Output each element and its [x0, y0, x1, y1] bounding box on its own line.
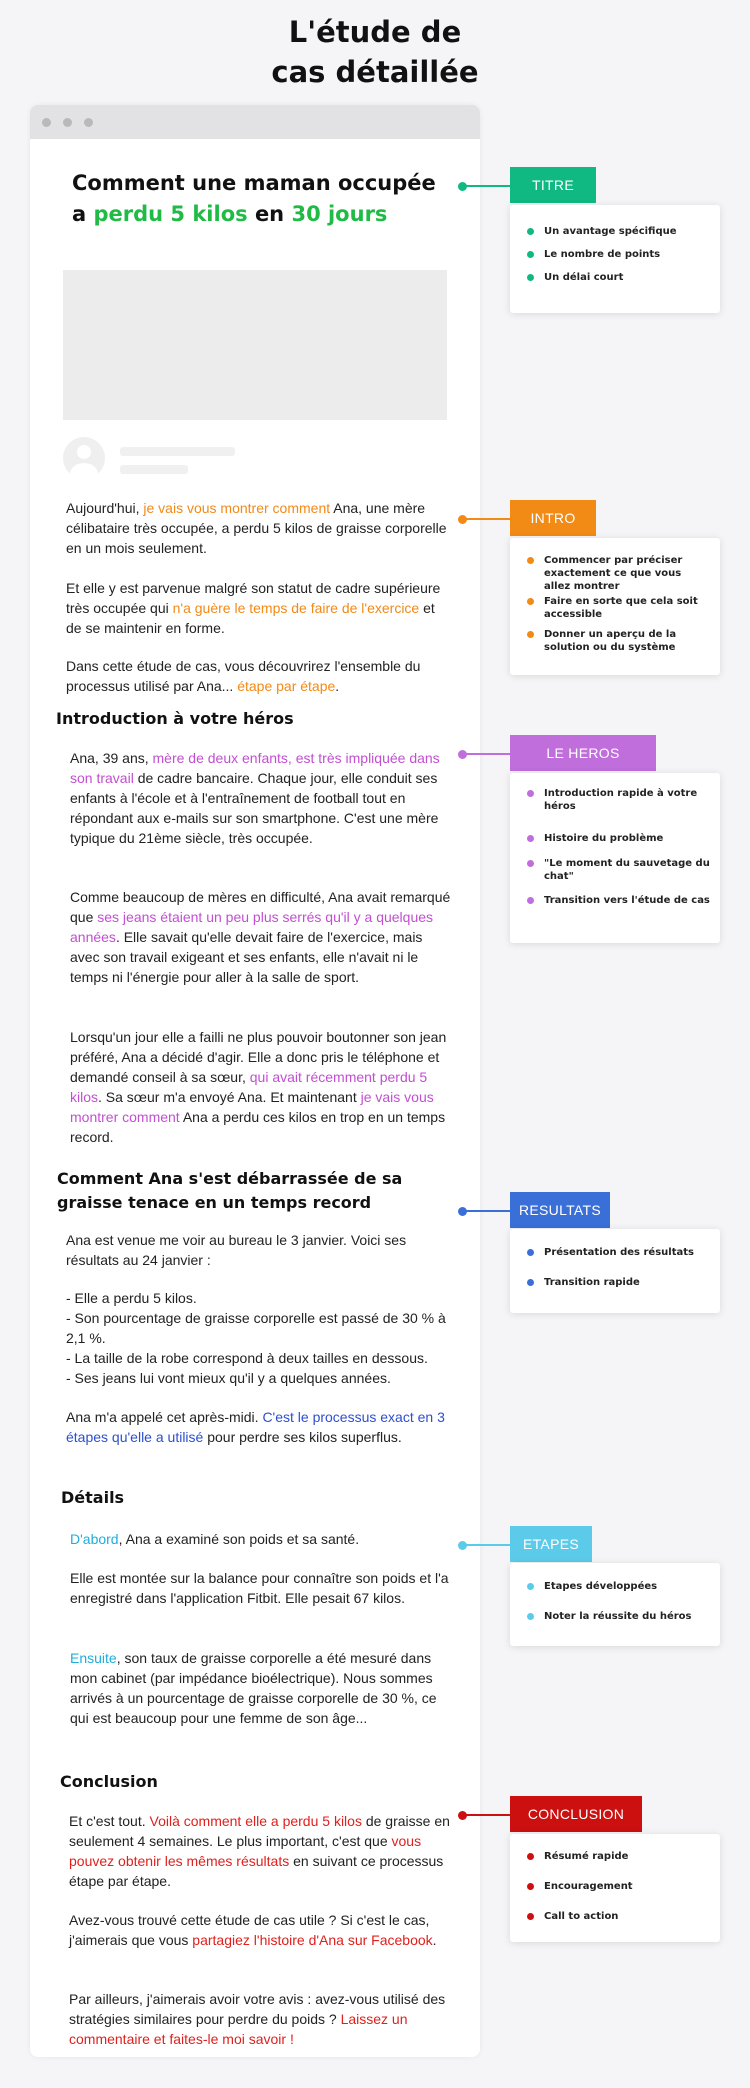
text: . Elle savait qu'elle devait faire de l'exercice, mais avec son travail exigeant et ses enfants, elle n'avait ni le temps ni l'énergie pour aller à la salle de sport.	[70, 929, 423, 985]
annotation-tag: LE HEROS	[510, 735, 656, 771]
annotation-item-text: Donner un aperçu de la solution ou du système	[544, 629, 677, 653]
list-item: - Ses jeans lui vont mieux qu'il y a quelques années.	[66, 1370, 391, 1386]
results-paragraph	[66, 1407, 456, 1447]
connector-dot-icon	[458, 1207, 467, 1216]
conclusion-paragraph	[69, 1811, 454, 1891]
text: . Sa sœur m'a envoyé Ana. Et maintenant	[98, 1089, 361, 1105]
annotation-card	[510, 538, 720, 675]
annotation-connector	[462, 1814, 510, 1816]
list-item: - Son pourcentage de graisse corporelle est passé de 30 % à 2,1 %.	[66, 1310, 446, 1346]
annotation-card	[510, 205, 720, 313]
bullet-icon	[527, 1853, 534, 1860]
annotation-item-text: Noter la réussite du héros	[544, 1611, 692, 1622]
text: Aujourd'hui,	[66, 500, 144, 516]
highlight-text: vous pouvez obtenir les mêmes résultats	[69, 1833, 422, 1869]
annotation-item-text: Résumé rapide	[544, 1851, 629, 1862]
intro-paragraph	[66, 656, 451, 696]
annotation-item-text: Un délai court	[544, 272, 624, 283]
annotation-item	[524, 1610, 710, 1623]
results-paragraph: Ana est venue me voir au bureau le 3 janvier. Voici ses résultats au 24 janvier :	[66, 1232, 407, 1268]
author-meta-placeholder	[120, 465, 188, 474]
annotation-item-text: "Le moment du sauvetage du chat"	[544, 858, 710, 882]
highlight-text: Laissez un commentaire et faites-le moi savoir !	[69, 2011, 408, 2047]
text: Et c'est tout.	[69, 1813, 150, 1829]
annotation-card	[510, 1834, 720, 1942]
text: Avez-vous trouvé cette étude de cas utile ? Si c'est le cas, j'aimerais que vous	[69, 1912, 430, 1948]
text: , Ana a examiné son poids et sa santé.	[118, 1531, 360, 1547]
annotation-item	[524, 1246, 710, 1259]
text: Comme beaucoup de mères en difficulté, Ana avait remarqué que	[70, 889, 451, 925]
bullet-icon	[527, 1249, 534, 1256]
annotation-item	[524, 248, 710, 261]
text: .	[335, 678, 340, 694]
bullet-icon	[527, 1883, 534, 1890]
details-paragraph	[70, 1529, 455, 1549]
highlight-text: C'est le processus exact en 3 étapes qu'elle a utilisé	[66, 1409, 445, 1445]
annotation-item-text: Le nombre de points	[544, 249, 661, 260]
bullet-icon	[527, 790, 534, 797]
annotation-item	[524, 271, 710, 284]
highlight-text: je vais vous montrer comment	[143, 500, 331, 516]
text: , son taux de graisse corporelle a été mesuré dans mon cabinet (par impédance bioélectrique). Nous sommes arrivés à un pourcentage de graisse corporelle de 30 %, ce qui est beaucoup pour une femme de son âge...	[70, 1650, 437, 1726]
annotation-card	[510, 1229, 720, 1313]
conclusion-heading: Conclusion	[60, 1772, 158, 1791]
annotation-card	[510, 1563, 720, 1646]
annotation-item	[524, 1276, 710, 1289]
text: Par ailleurs, j'aimerais avoir votre avis : avez-vous utilisé des stratégies similaires pour perdre du poids ?	[69, 1991, 446, 2027]
browser-bar	[30, 105, 480, 139]
annotation-tag: TITRE	[510, 167, 596, 203]
headline-highlight: 30 jours	[291, 202, 388, 226]
annotation-item-text: Transition vers l'étude de cas	[544, 895, 710, 906]
annotation-tag: ETAPES	[510, 1526, 592, 1562]
bullet-icon	[527, 251, 534, 258]
connector-dot-icon	[458, 182, 467, 191]
hero-heading: Introduction à votre héros	[56, 709, 294, 728]
annotation-item-text: Un avantage spécifique	[544, 226, 677, 237]
annotation-connector	[462, 518, 510, 520]
highlight-text: mère de deux enfants, est très impliquée dans son travail	[70, 750, 440, 786]
annotation-item	[524, 225, 710, 238]
bullet-icon	[527, 228, 534, 235]
annotation-item-text: Call to action	[544, 1911, 619, 1922]
annotation-item	[524, 894, 710, 907]
bullet-icon	[527, 835, 534, 842]
conclusion-paragraph	[69, 1910, 454, 1950]
annotation-tag: CONCLUSION	[510, 1796, 642, 1832]
annotation-item-text: Commencer par préciser exactement ce que vous allez montrer	[544, 555, 683, 592]
avatar-icon	[63, 437, 105, 479]
annotation-connector	[462, 753, 510, 755]
bullet-icon	[527, 1913, 534, 1920]
details-paragraph: Elle est montée sur la balance pour connaître son poids et l'a enregistré dans l'application Fitbit. Elle pesait 67 kilos.	[70, 1570, 449, 1606]
annotation-item-text: Histoire du problème	[544, 833, 664, 844]
annotation-connector	[462, 1544, 510, 1546]
hero-paragraph	[70, 887, 455, 987]
results-list	[66, 1288, 456, 1388]
annotation-item-text: Etapes développées	[544, 1581, 658, 1592]
hero-paragraph	[70, 1027, 455, 1147]
text: Dans cette étude de cas, vous découvrirez l'ensemble du processus utilisé par Ana...	[66, 658, 421, 694]
text: et de se maintenir en forme.	[66, 600, 435, 636]
text: Et elle y est parvenue malgré son statut de cadre supérieure très occupée qui	[66, 580, 441, 616]
annotation-tag: INTRO	[510, 500, 596, 536]
details-paragraph	[70, 1648, 455, 1728]
author-name-placeholder	[120, 447, 235, 456]
text: de cadre bancaire. Chaque jour, elle conduit ses enfants à l'école et à l'entraînement de football tout en répondant aux e-mails sur son smartphone. C'est une mère typique du 21ème siècle, très occupée.	[70, 770, 439, 846]
headline-part2: en	[254, 202, 285, 226]
highlight-text: ses jeans étaient un peu plus serrés qu'il y a quelques années	[70, 909, 434, 945]
bullet-icon	[527, 557, 534, 564]
bullet-icon	[527, 860, 534, 867]
annotation-card	[510, 773, 720, 943]
annotation-item	[524, 1850, 710, 1863]
connector-dot-icon	[458, 515, 467, 524]
image-placeholder	[63, 270, 447, 420]
annotation-item-text: Introduction rapide à votre héros	[544, 788, 698, 812]
highlight-text: partagiez l'histoire d'Ana sur Facebook	[192, 1932, 433, 1948]
annotation-tag: RESULTATS	[510, 1192, 610, 1228]
window-dot-icon	[42, 118, 51, 127]
highlight-text: Voilà comment elle a perdu 5 kilos	[149, 1813, 362, 1829]
text: Lorsqu'un jour elle a failli ne plus pouvoir boutonner son jean préféré, Ana a décidé d'agir. Elle a donc pris le téléphone et demandé conseil à sa sœur,	[70, 1029, 447, 1085]
results-heading-line: Comment Ana s'est débarrassée de sa	[57, 1169, 403, 1188]
annotation-item	[524, 1880, 710, 1893]
list-item: - Elle a perdu 5 kilos.	[66, 1290, 197, 1306]
bullet-icon	[527, 897, 534, 904]
annotation-connector	[462, 185, 510, 187]
annotation-item-text: Transition rapide	[544, 1277, 640, 1288]
annotation-item	[524, 1910, 710, 1923]
text: en suivant ce processus étape par étape.	[69, 1853, 444, 1889]
annotation-item	[524, 787, 710, 813]
annotation-connector	[462, 1210, 510, 1212]
results-heading-line: graisse tenace en un temps record	[57, 1193, 372, 1212]
text: pour perdre ses kilos superflus.	[203, 1429, 402, 1445]
list-item: - La taille de la robe correspond à deux tailles en dessous.	[66, 1350, 428, 1366]
highlight-text: D'abord	[70, 1531, 119, 1547]
bullet-icon	[527, 274, 534, 281]
results-heading	[57, 1167, 457, 1215]
annotation-item	[524, 832, 710, 845]
annotation-item-text: Présentation des résultats	[544, 1247, 694, 1258]
connector-dot-icon	[458, 750, 467, 759]
bullet-icon	[527, 598, 534, 605]
intro-paragraph	[66, 498, 451, 558]
bullet-icon	[527, 1279, 534, 1286]
text: Ana, 39 ans,	[70, 750, 153, 766]
annotation-item	[524, 628, 710, 654]
window-dot-icon	[63, 118, 72, 127]
highlight-text: je vais vous montrer comment	[70, 1089, 434, 1125]
annotation-item	[524, 1580, 710, 1593]
page-title	[0, 12, 750, 92]
highlight-text: n'a guère le temps de faire de l'exercice	[172, 600, 420, 616]
annotation-item	[524, 554, 710, 593]
hero-paragraph	[70, 748, 455, 848]
details-heading: Détails	[61, 1488, 125, 1507]
bullet-icon	[527, 1583, 534, 1590]
text: Ana a perdu ces kilos en trop en un temps record.	[70, 1109, 446, 1145]
bullet-icon	[527, 631, 534, 638]
text: Ana, une mère célibataire très occupée, a perdu 5 kilos de graisse corporelle en un mois seulement.	[66, 500, 447, 556]
connector-dot-icon	[458, 1811, 467, 1820]
annotation-item	[524, 595, 710, 621]
page-title-text: L'étude de cas détaillée	[271, 15, 479, 89]
highlight-text: qui avait récemment perdu 5 kilos	[70, 1069, 428, 1105]
intro-paragraph	[66, 578, 451, 638]
connector-dot-icon	[458, 1541, 467, 1550]
highlight-text: Ensuite	[70, 1650, 117, 1666]
article-headline	[72, 168, 452, 230]
headline-highlight: perdu 5 kilos	[93, 202, 248, 226]
annotation-item-text: Faire en sorte que cela soit accessible	[544, 596, 698, 620]
highlight-text: étape par étape	[237, 678, 336, 694]
annotation-item	[524, 857, 710, 883]
text: de graisse en seulement 4 semaines. Le plus important, c'est que	[69, 1813, 450, 1849]
annotation-item-text: Encouragement	[544, 1881, 633, 1892]
text: .	[432, 1932, 437, 1948]
conclusion-paragraph	[69, 1989, 454, 2049]
text: Ana m'a appelé cet après-midi.	[66, 1409, 263, 1425]
headline-part1: Comment une maman occupée a	[72, 171, 436, 226]
window-dot-icon	[84, 118, 93, 127]
bullet-icon	[527, 1613, 534, 1620]
